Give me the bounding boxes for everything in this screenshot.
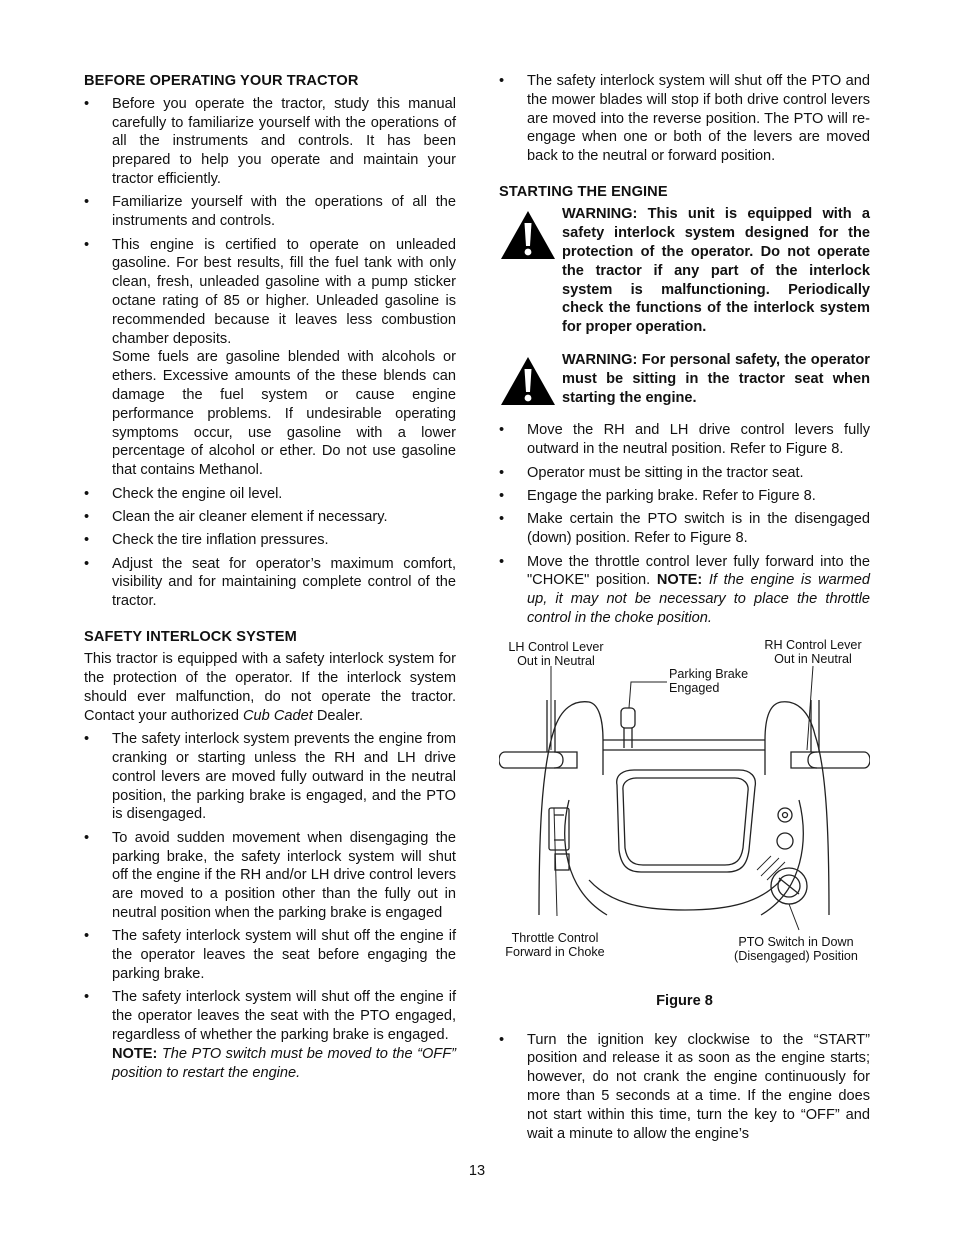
right-column — [499, 72, 870, 1148]
figure-caption: Figure 8 — [656, 992, 713, 1009]
list-item: • The safety interlock system will shut off the engine if the operator leaves the seat with the PTO engaged, regardless of whether the parking brake is engaged. NOTE: The PTO switch must be moved to the “OFF” position to restart the engine. — [84, 989, 456, 1081]
list-item: • Move the RH and LH drive control levers fully outward in the neutral position. Refer to Figure 8. — [499, 422, 870, 458]
heading-starting-engine: STARTING THE ENGINE — [499, 183, 668, 200]
list-item: • The safety interlock system will shut off the PTO and the mower blades will stop if both drive control levers are moved into the reverse position. The PTO will re-engage when one or both of the levers are moved back to the neutral or forward position. — [499, 73, 870, 165]
list-item: • Move the throttle control lever fully forward into the "CHOKE" position. NOTE: If the engine is warmed up, it may not be necessary to place the throttle control in the choke position. — [499, 553, 871, 626]
warning-triangle-icon — [499, 355, 557, 407]
warning-operator-seat: WARNING: For personal safety, the operator must be sitting in the tractor seat when starting the engine. — [499, 351, 870, 407]
list-item: • To avoid sudden movement when disengaging the parking brake, the safety interlock system will shut off the engine if the RH and/or LH drive control levers are moved to a position other than the fully out in neutral position when the parking brake is engaged — [84, 829, 456, 922]
page-number: 13 — [468, 1163, 486, 1179]
interlock-intro: This tractor is equipped with a safety interlock system for the protection of the operator. If the interlock system should ever malfunction, do not operate the tractor. Contact your authorized Cub Cadet Dealer. — [84, 651, 456, 724]
before-operating-list — [84, 95, 456, 611]
list-item: • Make certain the PTO switch is in the disengaged (down) position. Refer to Figure 8. — [499, 511, 870, 547]
starting-engine-list — [499, 421, 870, 627]
interlock-list — [84, 730, 456, 1082]
starting-engine-list-continued — [499, 1031, 870, 1144]
heading-before-operating: BEFORE OPERATING YOUR TRACTOR — [84, 73, 359, 89]
list-item: • The safety interlock system will shut off the engine if the operator leaves the seat before engaging the parking brake. — [84, 928, 456, 982]
list-item: • Engage the parking brake. Refer to Figure 8. — [499, 487, 816, 504]
list-item: • Adjust the seat for operator’s maximum comfort, visibility and for maintaining complete control of the tractor. — [84, 555, 456, 610]
warning-interlock: WARNING: This unit is equipped with a safety interlock system designed for the protection of the operator. Do not operate the tractor if any part of the interlock system is malfunctioning. Periodically check the functions of the interlock system for proper operation. — [499, 205, 870, 337]
list-item: • Operator must be sitting in the tractor seat. — [499, 464, 804, 481]
heading-safety-interlock: SAFETY INTERLOCK SYSTEM — [84, 628, 297, 645]
list-item: • The safety interlock system prevents the engine from cranking or starting unless the RH and LH drive control levers are moved fully outward in the neutral position, the parking brake is engaged, and the PTO is disengaged. — [84, 731, 456, 823]
left-column — [84, 72, 456, 1087]
list-item: • Check the engine oil level. — [84, 485, 283, 502]
warning-triangle-icon — [499, 209, 557, 261]
figure-8 — [499, 637, 870, 1015]
label-lh-lever: LH Control Lever Out in Neutral — [508, 639, 604, 668]
list-item: • Turn the ignition key clockwise to the “START” position and release it as soon as the engine starts; however, do not crank the engine continuously for more than 5 seconds at a time. If the engine does not start within this time, turn the key to “OFF” and wait a minute to allow the engine’s — [499, 1031, 870, 1142]
list-item: • This engine is certified to operate on unleaded gasoline. For best results, fill the fuel tank with only clean, fresh, unleaded gasoline with a pump sticker octane rating of 85 or higher. Unleaded gasoline is recommended because it leaves less combustion chamber deposits. Some fuels are gasoline blended with alcohols or ethers. Excessive amounts of the these blends can damage the fuel system or cause engine performance problems. If undesirable operating symptoms occur, use gasoline with a lower percentage of alcohol or ether. Do not use gasoline that contains Methanol. — [84, 236, 456, 479]
label-pto-switch: PTO Switch in Down (Disengaged) Position — [734, 934, 858, 963]
list-item: • Familiarize yourself with the operations of all the instruments and controls. — [84, 194, 456, 230]
label-parking-brake: Parking Brake Engaged — [669, 666, 749, 695]
list-item: • Before you operate the tractor, study this manual carefully to familiarize yourself with the operations of all the instruments and controls. It has been prepared to help you operate and maintain your tractor efficiently. — [84, 95, 456, 187]
interlock-list-continued — [499, 72, 870, 166]
label-throttle: Throttle Control Forward in Choke — [505, 930, 605, 959]
list-item: • Check the tire inflation pressures. — [84, 532, 329, 549]
label-rh-lever: RH Control Lever Out in Neutral — [764, 637, 862, 666]
list-item: • Clean the air cleaner element if necessary. — [84, 508, 388, 525]
